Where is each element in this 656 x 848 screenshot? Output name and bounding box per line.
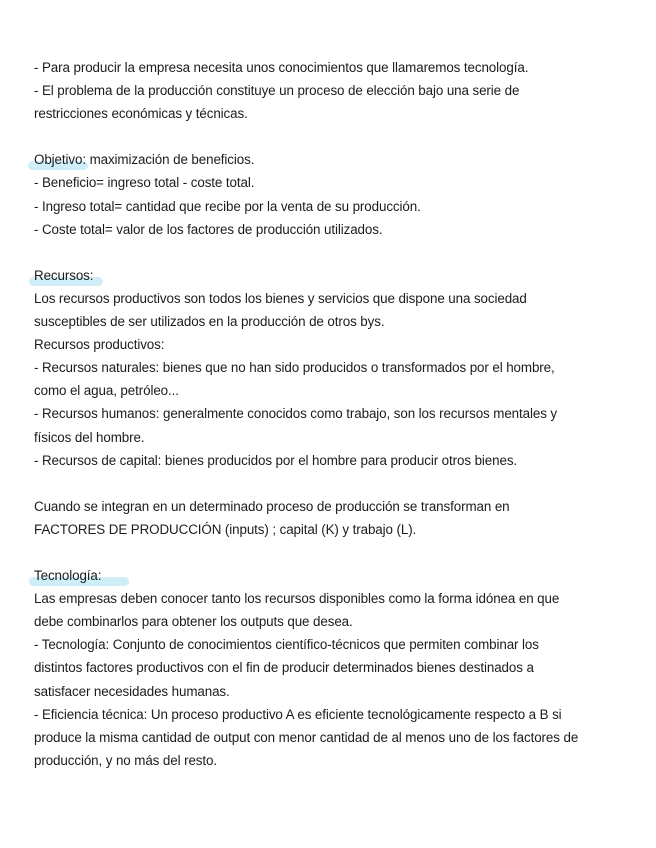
tecnologia-heading: Tecnología: bbox=[34, 564, 634, 587]
text-line: - Recursos naturales: bienes que no han sido producidos o transformados por el hombre, bbox=[34, 360, 555, 376]
text-line: Cuando se integran en un determinado proceso de producción se transforman en bbox=[34, 498, 510, 514]
text-line: - Para producir la empresa necesita unos conocimientos que llamaremos tecnología. bbox=[34, 60, 529, 75]
text-line: - Tecnología: Conjunto de conocimientos científico-técnicos que permiten combinar los bbox=[34, 637, 539, 653]
text-line: - Ingreso total= cantidad que recibe por la venta de su producción. bbox=[34, 198, 421, 214]
text-line: distintos factores productivos con el fin de producir determinados bienes destinados a bbox=[34, 660, 534, 676]
text-line: - Eficiencia técnica: Un proceso productivo A es eficiente tecnológicamente respecto a B si bbox=[34, 706, 562, 722]
text-line: producción, y no más del resto. bbox=[34, 752, 217, 768]
document-page bbox=[34, 56, 634, 772]
text-line: - El problema de la producción constituye un proceso de elección bajo una serie de bbox=[34, 83, 520, 99]
text-line: debe combinarlos para obtener los outputs que desea. bbox=[34, 614, 353, 630]
text-line: produce la misma cantidad de output con menor cantidad de al menos uno de los factores de bbox=[34, 729, 579, 745]
text-line: - Coste total= valor de los factores de producción utilizados. bbox=[34, 221, 383, 237]
objetivo-heading: Objetivo: maximización de beneficios. bbox=[34, 148, 634, 171]
text-line: Las empresas deben conocer tanto los recursos disponibles como la forma idónea en que bbox=[34, 591, 560, 607]
text-line: satisfacer necesidades humanas. bbox=[34, 683, 230, 699]
text-line: - Recursos humanos: generalmente conocidos como trabajo, son los recursos mentales y bbox=[34, 406, 558, 422]
text-line: Recursos productivos: bbox=[34, 337, 165, 353]
recursos-heading: Recursos: bbox=[34, 264, 634, 287]
text-line: FACTORES DE PRODUCCIÓN (inputs) ; capital (K) y trabajo (L). bbox=[34, 521, 417, 537]
text-line: - Beneficio= ingreso total - coste total. bbox=[34, 175, 255, 191]
text-line: Los recursos productivos son todos los bienes y servicios que dispone una sociedad bbox=[34, 290, 527, 306]
text-line: restricciones económicas y técnicas. bbox=[34, 106, 248, 122]
text-line: como el agua, petróleo... bbox=[34, 383, 179, 399]
text-line: susceptibles de ser utilizados en la producción de otros bys. bbox=[34, 314, 385, 330]
text-line: físicos del hombre. bbox=[34, 429, 145, 445]
text-line: - Recursos de capital: bienes producidos por el hombre para producir otros bienes. bbox=[34, 452, 518, 468]
